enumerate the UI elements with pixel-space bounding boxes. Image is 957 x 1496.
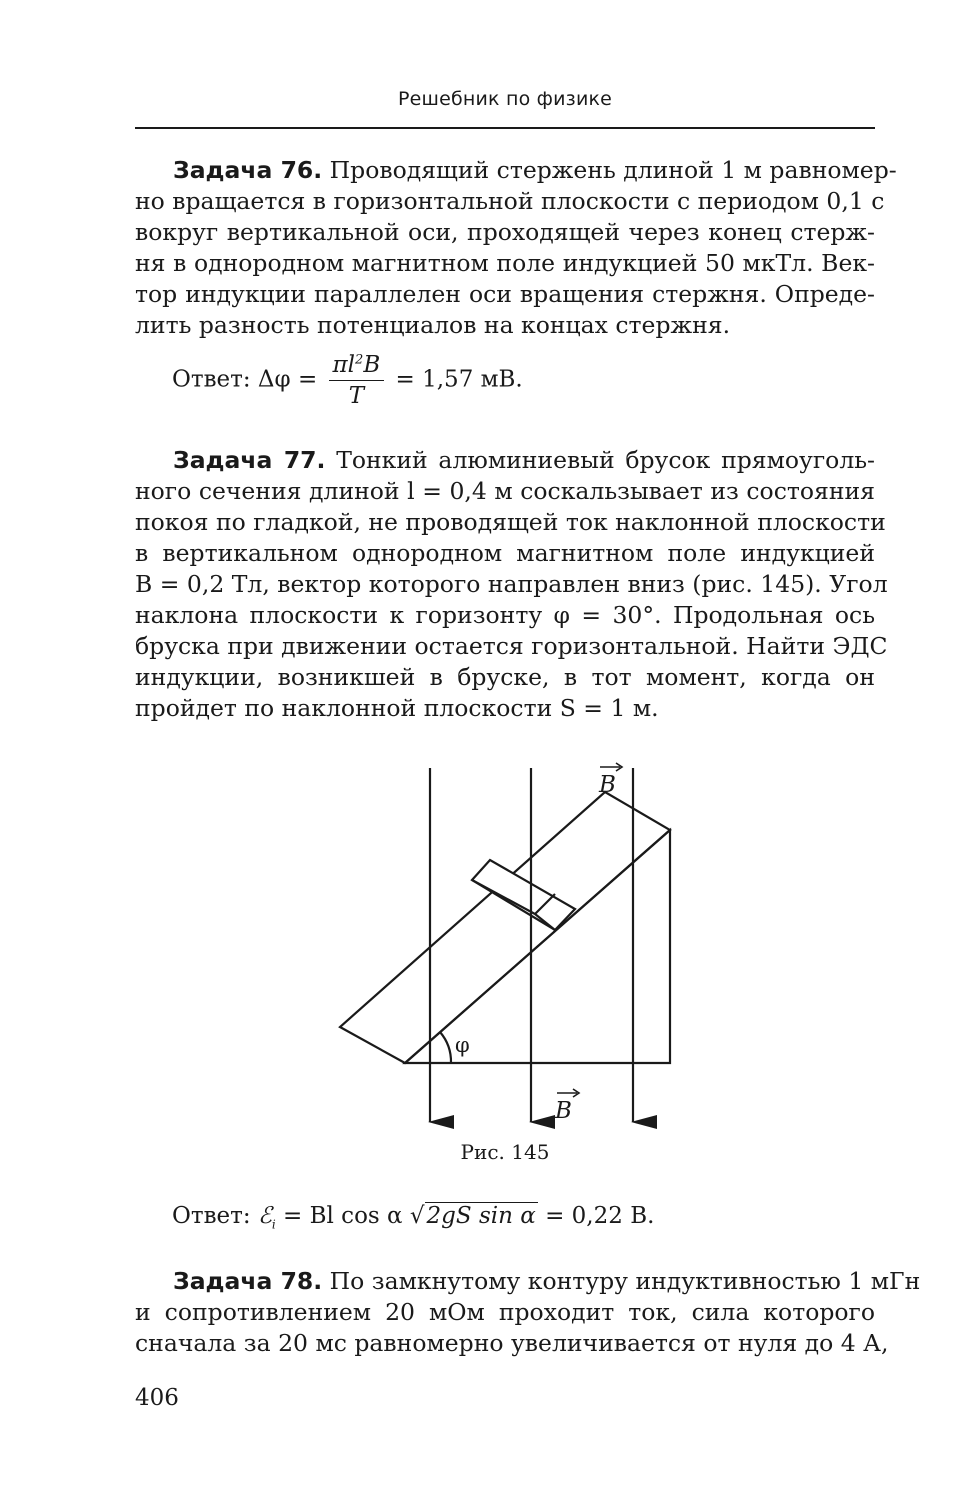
label-B-top: B	[599, 772, 616, 798]
task-78-text	[135, 1266, 921, 1359]
task-77-line-6: наклона плоскости к горизонту φ = 30°. Продольная ось	[135, 601, 875, 629]
task-78-line-3: сначала за 20 мс равномерно увеличивается от нуля до 4 А,	[135, 1329, 889, 1357]
task-77-line-5: B = 0,2 Тл, вектор которого направлен вниз (рис. 145). Угол	[135, 570, 888, 598]
page-number: 406	[135, 1385, 179, 1411]
sqrt-sign: √	[409, 1203, 425, 1229]
task-77-line-3: покоя по гладкой, не проводящей ток наклонной плоскости	[135, 508, 886, 536]
task-76-label: Задача 76.	[173, 156, 323, 184]
label-angle-phi: φ	[455, 1033, 470, 1057]
task-77-line-4: в вертикальном однородном магнитном поле индукцией	[135, 539, 875, 567]
task-77-line-7: бруска при движении остается горизонтальной. Найти ЭДС	[135, 632, 888, 660]
task-77-line-8: индукции, возникшей в бруске, в тот момент, когда он	[135, 663, 875, 691]
task-78-line-2: и сопротивлением 20 мОм проходит ток, сила которого	[135, 1298, 875, 1326]
task-77-line-9: пройдет по наклонной плоскости S = 1 м.	[135, 694, 659, 722]
running-header: Решебник по физике	[397, 88, 613, 110]
task-77-line-1: Задача 77. Тонкий алюминиевый брусок прямоуголь-	[173, 446, 875, 474]
task-76-line-1: Задача 76. Проводящий стержень длиной 1 м равномер-	[173, 156, 897, 184]
inclined-plane-top	[340, 792, 670, 1063]
task-76-line-4: ня в однородном магнитном поле индукцией 50 мкТл. Век-	[135, 249, 875, 277]
task-77-answer: Ответ: ℰ$_i$ = Bl cos α √2gS sin α = 0,22 В.	[172, 1203, 655, 1232]
task-76-answer: Ответ: Δφ = $\frac{\pi l^2B}{T}$ = 1,57 мВ.	[172, 352, 523, 409]
task-77-line-2: ного сечения длиной l = 0,4 м соскальзывает из состояния	[135, 477, 875, 505]
task-76-line-6: лить разность потенциалов на концах стержня.	[135, 311, 731, 339]
task-76-line-5: тор индукции параллелен оси вращения стержня. Опреде-	[135, 280, 875, 308]
answer-fraction: $\frac{\pi l^2B}{T}$	[329, 352, 385, 409]
label-B-bottom: B	[555, 1098, 572, 1124]
task-78-label: Задача 78.	[173, 1267, 323, 1295]
figure-caption: Рис. 145	[460, 1140, 550, 1164]
task-78-line-1: Задача 78. По замкнутому контуру индуктивностью 1 мГн	[173, 1267, 921, 1295]
angle-arc	[440, 1032, 451, 1063]
sqrt-radicand: 2gS sin α	[426, 1203, 536, 1229]
task-76-line-2: но вращается в горизонтальной плоскости с периодом 0,1 с	[135, 187, 885, 215]
task-76-line-3: вокруг вертикальной оси, проходящей через конец стерж-	[135, 218, 875, 246]
task-77-label: Задача 77.	[173, 446, 326, 474]
